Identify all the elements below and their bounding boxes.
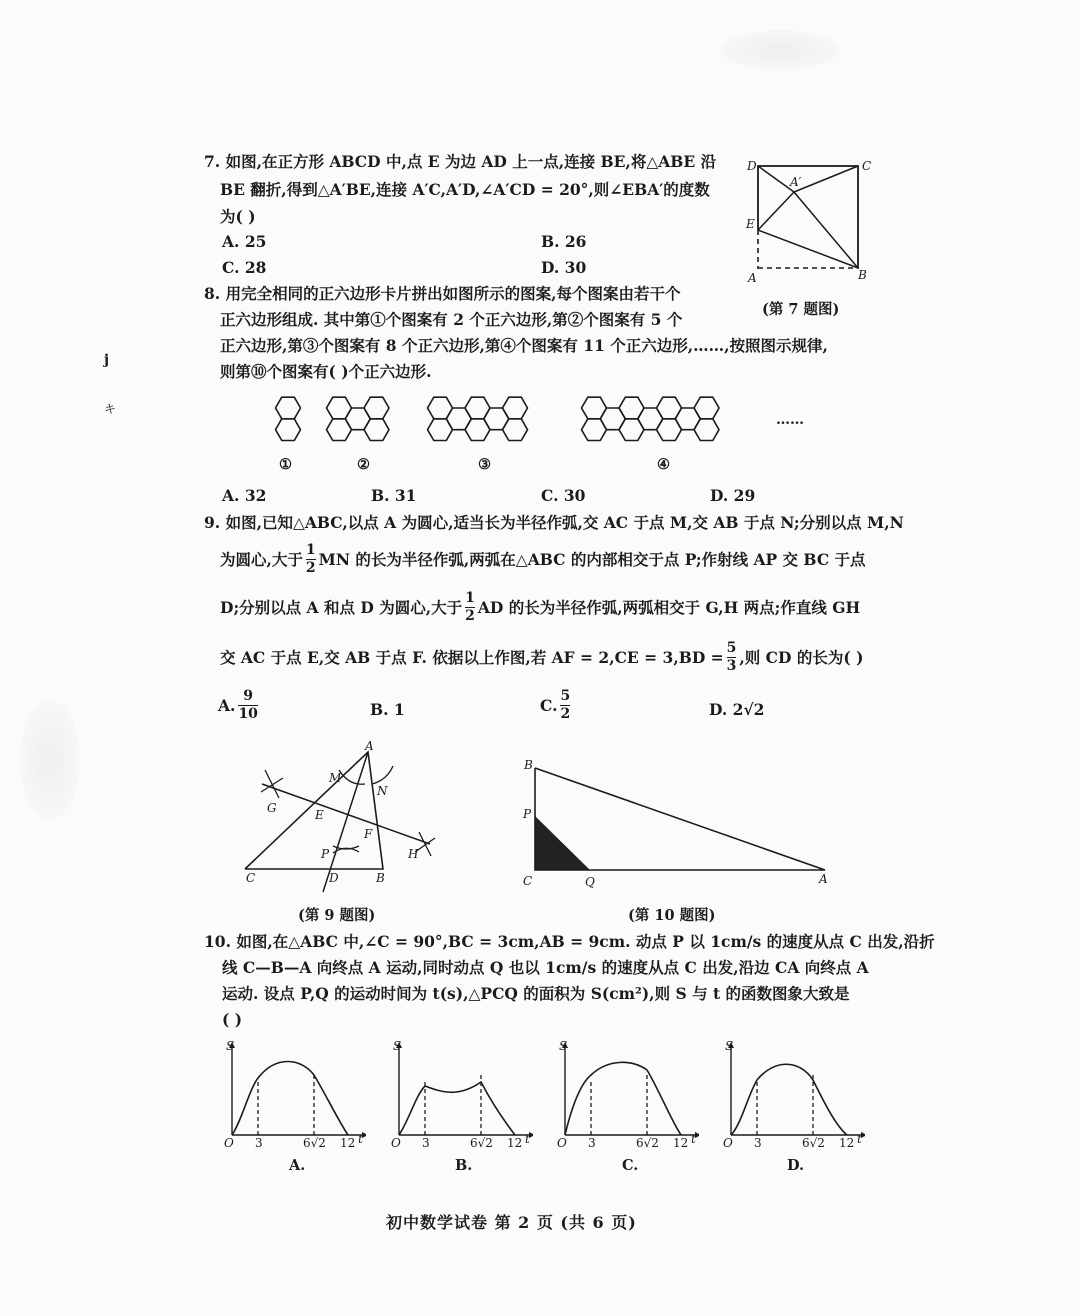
q9-option-d: D. 2√2 — [709, 700, 765, 719]
q8-line1: 8. 用完全相同的正六边形卡片拼出如图所示的图案,每个图案由若干个 — [204, 284, 681, 303]
q8-option-c: C. 30 — [541, 486, 586, 505]
q10-figure — [515, 752, 845, 892]
label-b: B — [858, 268, 867, 282]
q8-option-d: D. 29 — [710, 486, 756, 505]
graph-label-x3: 3 — [422, 1136, 430, 1150]
q7-figure — [740, 150, 880, 285]
q8-option-b: B. 31 — [371, 486, 417, 505]
q8-line2: 正六边形组成. 其中第①个图案有 2 个正六边形,第②个图案有 5 个 — [220, 310, 683, 329]
q8-line3: 正六边形,第③个图案有 8 个正六边形,第④个图案有 11 个正六边形,……,按照图示规律, — [220, 336, 828, 355]
q9-option-b: B. 1 — [370, 700, 405, 719]
page-footer: 初中数学试卷 第 2 页 (共 6 页) — [386, 1213, 637, 1232]
graph-label-x6: 6√2 — [470, 1136, 493, 1150]
q9-line3-b: AD 的长为半径作弧,两弧相交于 G,H 两点;作直线 GH — [477, 597, 861, 617]
q7-line2: BE 翻折,得到△A′BE,连接 A′C,A′D,∠A′CD = 20°,则∠EBA′的度数 — [220, 180, 710, 199]
label-f: F — [364, 827, 373, 841]
pattern-1-hexagon — [276, 397, 301, 419]
q9-line2 — [220, 542, 866, 577]
label-c: C — [523, 874, 533, 888]
q8-hexagon-figures — [260, 388, 760, 456]
q10-line4: ( ) — [222, 1010, 243, 1029]
graph-d — [715, 1040, 865, 1155]
q9-line4-a: 交 AC 于点 E,交 AB 于点 F. 依据以上作图,若 AF = 2,CE = 3,BD = — [220, 647, 724, 667]
q9-option-a: A. $\frac{9}{10}$ — [218, 688, 258, 722]
q7-option-d: D. 30 — [541, 258, 587, 277]
q7-caption: (第 7 题图) — [762, 301, 840, 318]
label-p: P — [523, 807, 532, 821]
graph-label-S: S — [393, 1040, 402, 1053]
label-a: A — [819, 872, 828, 886]
pattern-4-hexagon — [694, 397, 719, 419]
label-c: C — [862, 159, 872, 173]
pattern-3-hexagon — [503, 419, 528, 441]
label-a: A — [748, 271, 757, 285]
graph-label-x6: 6√2 — [303, 1136, 326, 1150]
graph-label-O: O — [391, 1136, 401, 1150]
label-e: E — [746, 217, 755, 231]
q7-option-c: C. 28 — [222, 258, 267, 277]
q10-line2: 线 C—B—A 向终点 A 运动,同时动点 Q 也以 1cm/s 的速度从点 C 出发,沿边 CA 向终点 A — [222, 958, 869, 977]
q9-option-c: C. $\frac{5}{2}$ — [540, 688, 571, 722]
graph-label-t: t — [691, 1132, 696, 1146]
q8-fig-label-1: ① — [279, 456, 292, 473]
q9-line4-b: ,则 CD 的长为( ) — [739, 647, 864, 667]
graph-label-t: t — [358, 1132, 363, 1146]
graph-label-x3: 3 — [754, 1136, 762, 1150]
q9-line3 — [220, 590, 860, 625]
margin-mark: キ — [104, 402, 117, 416]
q7-option-a: A. 25 — [222, 232, 267, 251]
q9-caption: (第 9 题图) — [298, 907, 376, 924]
graph-label-t: t — [525, 1132, 530, 1146]
q9-line2-a: 为圆心,大于 — [220, 549, 303, 569]
q9-line3-a: D;分别以点 A 和点 D 为圆心,大于 — [220, 597, 463, 617]
q8-fig-label-4: ④ — [657, 456, 670, 473]
q10-option-c: C. — [622, 1157, 639, 1174]
graph-label-x3: 3 — [588, 1136, 596, 1150]
q9-line1: 9. 如图,已知△ABC,以点 A 为圆心,适当长为半径作弧,交 AC 于点 M,交 AB 于点 N;分别以点 M,N — [204, 513, 904, 532]
q8-line4: 则第⑩个图案有( )个正六边形. — [220, 362, 432, 381]
q9-figure — [235, 740, 455, 900]
graph-a — [216, 1040, 366, 1155]
label-d: D — [329, 871, 339, 885]
label-e: E — [315, 808, 324, 822]
q10-line1: 10. 如图,在△ABC 中,∠C = 90°,BC = 3cm,AB = 9cm. 动点 P 以 1cm/s 的速度从点 C 出发,沿折 — [204, 932, 935, 951]
graph-label-x6: 6√2 — [802, 1136, 825, 1150]
label-h: H — [408, 847, 419, 861]
graph-label-x12: 12 — [507, 1136, 523, 1150]
label-n: N — [377, 784, 388, 798]
q9-bd-fraction: $\frac{5}{3}$ — [726, 640, 737, 674]
q8-fig-label-2: ② — [357, 456, 370, 473]
graph-label-x3: 3 — [255, 1136, 263, 1150]
q9-line2-b: MN 的长为半径作弧,两弧在△ABC 的内部相交于点 P;作射线 AP 交 BC 于点 — [318, 549, 866, 569]
pattern-1-hexagon — [276, 419, 301, 441]
pattern-4-hexagon — [694, 419, 719, 441]
q8-option-a: A. 32 — [222, 486, 267, 505]
q7-option-b: B. 26 — [541, 232, 587, 251]
label-q: Q — [585, 875, 595, 889]
graph-label-S: S — [725, 1040, 734, 1053]
label-p: P — [321, 847, 330, 861]
label-g: G — [267, 801, 277, 815]
q8-fig-label-3: ③ — [478, 456, 491, 473]
q10-option-b: B. — [455, 1157, 473, 1174]
q10-line3: 运动. 设点 P,Q 的运动时间为 t(s),△PCQ 的面积为 S(cm²),则 S 与 t 的函数图象大致是 — [222, 984, 850, 1003]
graph-c — [549, 1040, 699, 1155]
q9-half-fraction: $\frac{1}{2}$ — [305, 542, 316, 576]
graph-label-x12: 12 — [340, 1136, 356, 1150]
graph-b — [383, 1040, 533, 1155]
margin-mark: j — [104, 352, 110, 368]
q10-option-a: A. — [289, 1157, 306, 1174]
graph-label-x12: 12 — [839, 1136, 855, 1150]
pattern-3-hexagon — [503, 397, 528, 419]
label-d: D — [747, 159, 757, 173]
pattern-2-hexagon — [364, 397, 389, 419]
q9-half-fraction-2: $\frac{1}{2}$ — [465, 590, 475, 624]
graph-label-O: O — [224, 1136, 234, 1150]
q7-line1: 7. 如图,在正方形 ABCD 中,点 E 为边 AD 上一点,连接 BE,将△ABE 沿 — [204, 152, 717, 171]
graph-label-x6: 6√2 — [636, 1136, 659, 1150]
q10-option-d: D. — [787, 1157, 805, 1174]
pattern-2-hexagon — [364, 419, 389, 441]
label-c: C — [246, 871, 256, 885]
q7-line3: 为( ) — [220, 207, 256, 226]
label-b: B — [524, 758, 533, 772]
graph-label-O: O — [557, 1136, 567, 1150]
q9-line4 — [220, 640, 863, 675]
graph-label-S: S — [559, 1040, 568, 1053]
label-m: M — [329, 771, 342, 785]
graph-label-x12: 12 — [673, 1136, 689, 1150]
label-a-prime: A′ — [790, 175, 802, 189]
graph-label-t: t — [857, 1132, 862, 1146]
label-a: A — [365, 740, 374, 753]
q10-fig-caption: (第 10 题图) — [628, 907, 716, 924]
graph-label-S: S — [226, 1040, 235, 1053]
graph-label-O: O — [723, 1136, 733, 1150]
q8-ellipsis: …… — [776, 412, 804, 428]
label-b: B — [376, 871, 385, 885]
